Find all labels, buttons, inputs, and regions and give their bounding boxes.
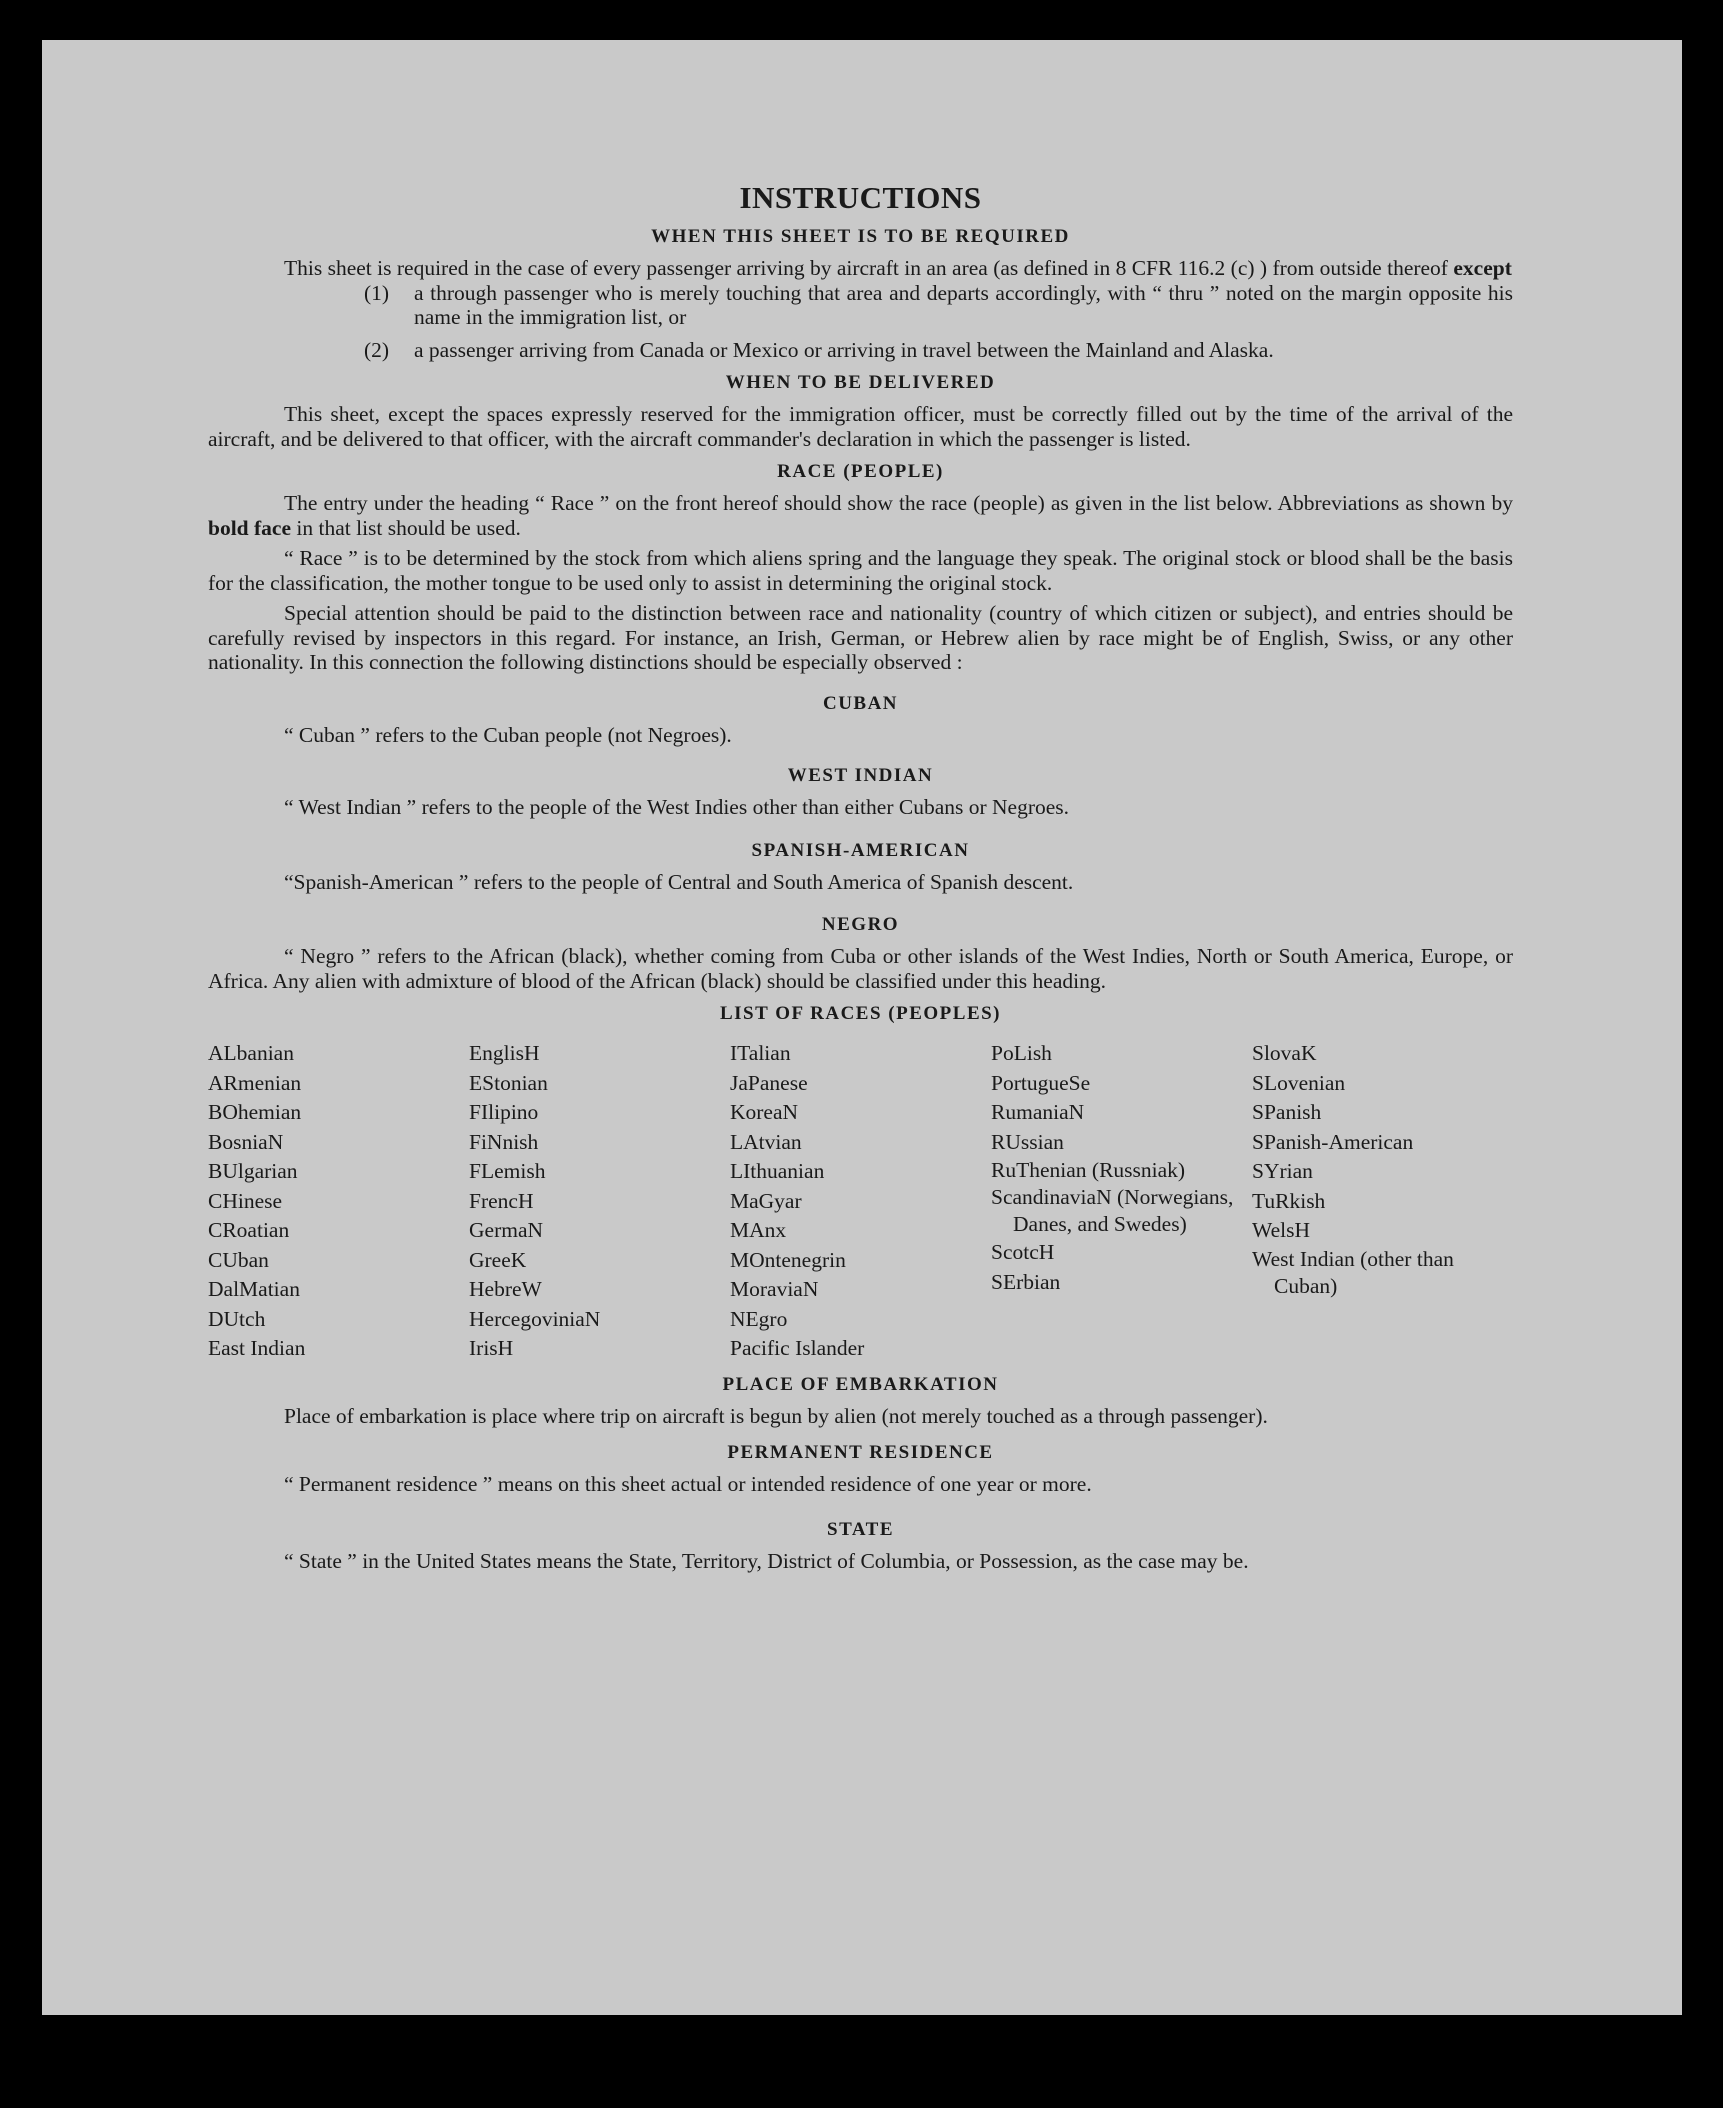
race-list-item: PortugueSe <box>991 1070 1091 1095</box>
race-list-item: GreeK <box>469 1247 527 1272</box>
race-list-item: NEgro <box>730 1306 788 1331</box>
race-list-item: BosniaN <box>208 1129 284 1154</box>
required-intro-text: This sheet is required in the case of every passenger arriving by aircraft in an area (as defined in 8 CFR 116.2 (c) ) from outside thereof <box>284 256 1454 280</box>
race-list-item: MaGyar <box>730 1188 802 1213</box>
race-list-item: ALbanian <box>208 1041 294 1065</box>
race-list-item: BUlgarian <box>208 1159 298 1183</box>
race-list-item: FLemish <box>469 1159 546 1183</box>
race-list-item: IrisH <box>469 1336 514 1360</box>
negro-text: “ Negro ” refers to the African (black), whether coming from Cuba or other islands of the West Indies, North or South America, Europe, or Africa. Any alien with admixture of blood of the African (black) should be classified under this heading. <box>208 944 1513 993</box>
race-list <box>208 1039 1513 1364</box>
required-intro-except: except <box>1453 256 1512 280</box>
heading-cuban: CUBAN <box>822 692 899 714</box>
race-list-item: DUtch <box>208 1306 266 1331</box>
race-list-item: SLovenian <box>1252 1070 1346 1095</box>
race-list-item: FrencH <box>469 1188 534 1213</box>
item-text: a passenger arriving from Canada or Mexico or arriving in travel between the Mainland and Alaska. <box>414 337 1274 362</box>
heading-west-indian: WEST INDIAN <box>787 765 934 786</box>
race-list-item: JaPanese <box>730 1070 808 1095</box>
race-list-item: ScandinaviaN (Norwegians, Danes, and Swedes) <box>991 1185 1234 1236</box>
heading-delivered: WHEN TO BE DELIVERED <box>725 372 996 393</box>
race-list-item: PoLish <box>991 1041 1052 1065</box>
race-paragraph-3: Special attention should be paid to the distinction between race and nationality (country of which citizen or subject), and entries should be carefully revised by inspectors in this regard. For instance, an Irish, German, or Hebrew alien by race might be of English, Swiss, or any other nationality. In this connection the following distinctions should be especially observed : <box>208 601 1513 674</box>
heading-spanish-american: SPANISH-AMERICAN <box>751 839 970 861</box>
race-list-item: CRoatian <box>208 1218 290 1242</box>
race-list-item: CHinese <box>208 1188 283 1213</box>
race-list-item: Pacific Islander <box>730 1336 865 1360</box>
spanish-american-text: “Spanish-American ” refers to the people of Central and South America of Spanish descent. <box>284 869 1074 894</box>
required-item-1 <box>364 281 1513 330</box>
heading-race: RACE (PEOPLE) <box>777 461 944 482</box>
race-list-item: SErbian <box>991 1269 1061 1294</box>
race-list-item: EnglisH <box>469 1041 540 1065</box>
race-list-item: RuThenian (Russniak) <box>991 1158 1186 1182</box>
page-title: INSTRUCTIONS <box>739 180 982 215</box>
heading-negro: NEGRO <box>821 914 900 935</box>
instructions-content <box>208 180 1513 1573</box>
race-list-item: RumaniaN <box>991 1100 1085 1124</box>
race-list-item: SYrian <box>1252 1159 1313 1183</box>
race-list-item: LIthuanian <box>730 1159 825 1183</box>
race-list-item: MoraviaN <box>730 1277 819 1301</box>
race-list-item: HercegoviniaN <box>469 1306 601 1331</box>
residence-text: “ Permanent residence ” means on this sheet actual or intended residence of one year or more. <box>284 1472 1092 1496</box>
heading-residence: PERMANENT RESIDENCE <box>727 1442 994 1463</box>
race-column-2 <box>469 1039 730 1364</box>
race-list-item: RUssian <box>991 1129 1064 1154</box>
race-list-item: SPanish-American <box>1252 1129 1414 1154</box>
race-list-item: MAnx <box>730 1218 787 1242</box>
heading-list-of-races: LIST OF RACES (PEOPLES) <box>719 1003 1002 1024</box>
race-list-item: DalMatian <box>208 1277 300 1301</box>
west-indian-text: “ West Indian ” refers to the people of the West Indies other than either Cubans or Negroes. <box>284 795 1070 819</box>
race-column-4 <box>991 1039 1252 1364</box>
race-list-item: West Indian (other than Cuban) <box>1252 1246 1454 1298</box>
race-list-item: LAtvian <box>730 1129 802 1154</box>
race-column-5 <box>1252 1039 1513 1364</box>
item-number: (2) <box>364 337 390 362</box>
item-number: (1) <box>364 280 390 305</box>
race-p1-end: in that list should be used. <box>291 515 521 540</box>
race-list-item: ARmenian <box>208 1070 302 1095</box>
delivered-text: This sheet, except the spaces expressly reserved for the immigration officer, must be correctly filled out by the time of the arrival of the aircraft, and be delivered to that officer, with the aircraft commander's declaration in which the passenger is listed. <box>208 402 1513 451</box>
race-p1-text: The entry under the heading “ Race ” on the front hereof should show the race (people) as given in the list below. Abbreviations as shown by <box>284 491 1513 515</box>
race-column-1 <box>208 1039 469 1364</box>
heading-embarkation: PLACE OF EMBARKATION <box>722 1373 999 1395</box>
item-text: a through passenger who is merely touching that area and departs accordingly, with “ thru ” noted on the margin opposite his name in the immigration list, or <box>414 280 1513 329</box>
race-column-3 <box>730 1039 991 1364</box>
race-p1-bold: bold face <box>208 515 292 540</box>
race-list-item: WelsH <box>1252 1218 1310 1242</box>
race-list-item: SlovaK <box>1252 1041 1317 1065</box>
race-list-item: TuRkish <box>1252 1188 1326 1213</box>
race-list-item: CUban <box>208 1247 269 1272</box>
cuban-text: “ Cuban ” refers to the Cuban people (not Negroes). <box>284 722 732 747</box>
race-list-item: KoreaN <box>730 1100 799 1124</box>
race-paragraph-2: “ Race ” is to be determined by the stock from which aliens spring and the language they speak. The original stock or blood shall be the basis for the classification, the mother tongue to be used only to assist in determining the original stock. <box>208 546 1513 595</box>
race-list-item: BOhemian <box>208 1100 302 1124</box>
race-list-item: EStonian <box>469 1070 548 1095</box>
race-list-item: FiNnish <box>469 1129 539 1154</box>
race-paragraph-1 <box>208 491 1513 540</box>
document-sheet <box>42 40 1682 2015</box>
race-list-item: HebreW <box>469 1277 542 1301</box>
race-list-item: East Indian <box>208 1336 306 1360</box>
heading-state: STATE <box>827 1518 894 1540</box>
race-list-item: ScotcH <box>991 1240 1055 1264</box>
required-item-2 <box>364 338 1513 363</box>
race-list-item: GermaN <box>469 1218 544 1242</box>
race-list-item: MOntenegrin <box>730 1247 846 1272</box>
state-text: “ State ” in the United States means the State, Territory, District of Columbia, or Possession, as the case may be. <box>284 1548 1249 1573</box>
race-list-item: ITalian <box>730 1041 791 1065</box>
heading-required: WHEN THIS SHEET IS TO BE REQUIRED <box>651 226 1070 247</box>
race-list-item: FIlipino <box>469 1100 539 1124</box>
embarkation-text: Place of embarkation is place where trip on aircraft is begun by alien (not merely touched as a through passenger). <box>284 1403 1268 1428</box>
race-list-item: SPanish <box>1252 1100 1322 1124</box>
required-intro <box>208 256 1513 281</box>
